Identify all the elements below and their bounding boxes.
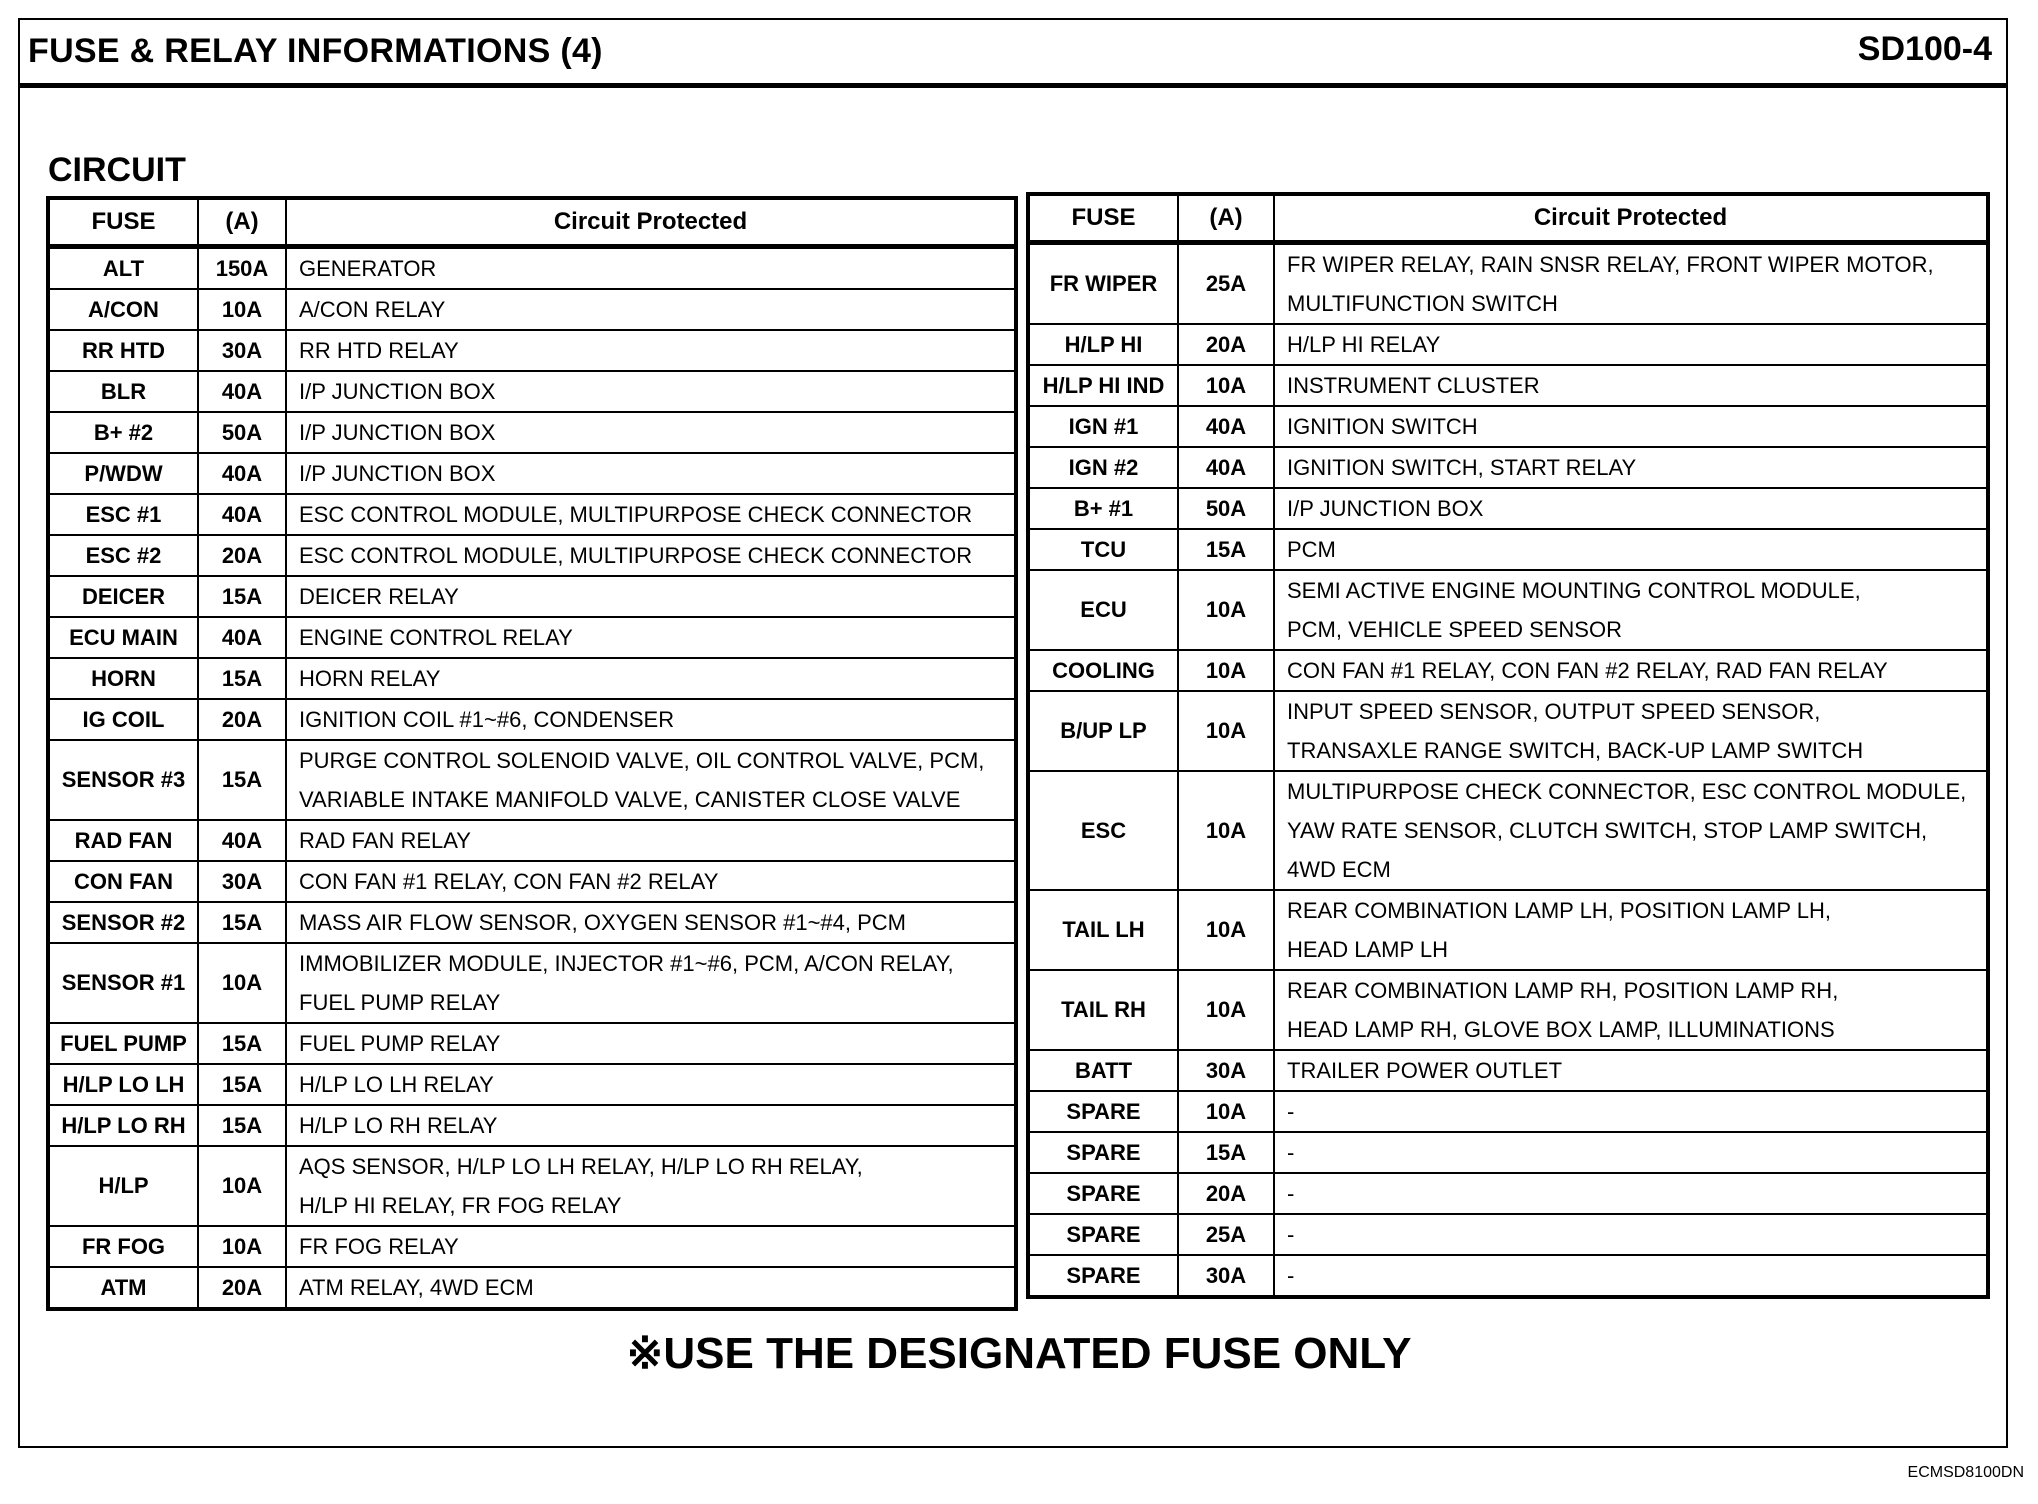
fuse-name: FR WIPER xyxy=(1028,243,1178,325)
table-row xyxy=(1028,1173,1988,1214)
table-row xyxy=(48,576,1016,617)
fuse-name: SENSOR #2 xyxy=(48,902,198,943)
fuse-name: H/LP LO LH xyxy=(48,1064,198,1105)
circuit-line: PCM, VEHICLE SPEED SENSOR xyxy=(1287,617,1622,642)
fuse-name: SENSOR #3 xyxy=(48,740,198,820)
circuit-line: 4WD ECM xyxy=(1287,857,1391,882)
table-row xyxy=(1028,970,1988,1050)
fuse-rating: 30A xyxy=(1178,1050,1274,1091)
circuit-line: MULTIFUNCTION SWITCH xyxy=(1287,291,1558,316)
fuse-rating: 10A xyxy=(1178,691,1274,771)
fuse-name: ESC #2 xyxy=(48,535,198,576)
table-row xyxy=(48,1064,1016,1105)
fuse-name: BLR xyxy=(48,371,198,412)
fuse-name: SPARE xyxy=(1028,1132,1178,1173)
fuse-rating: 25A xyxy=(1178,1214,1274,1255)
page-code: SD100-4 xyxy=(1857,30,1992,68)
fuse-name: CON FAN xyxy=(48,861,198,902)
fuse-rating: 20A xyxy=(198,699,286,740)
table-row xyxy=(48,699,1016,740)
circuit-protected xyxy=(1274,890,1988,970)
circuit-line: MASS AIR FLOW SENSOR, OXYGEN SENSOR #1~#4, PCM xyxy=(299,910,906,935)
fuse-name: TAIL LH xyxy=(1028,890,1178,970)
circuit-line: - xyxy=(1287,1263,1295,1288)
circuit-line: I/P JUNCTION BOX xyxy=(299,420,496,445)
circuit-protected xyxy=(286,820,1016,861)
fuse-name: H/LP HI IND xyxy=(1028,365,1178,406)
section-title: CIRCUIT xyxy=(48,151,186,189)
fuse-name: TAIL RH xyxy=(1028,970,1178,1050)
table-row xyxy=(48,861,1016,902)
table-row xyxy=(1028,771,1988,890)
circuit-line: REAR COMBINATION LAMP RH, POSITION LAMP RH, xyxy=(1287,978,1839,1003)
table-row xyxy=(1028,365,1988,406)
fuse-rating: 15A xyxy=(1178,1132,1274,1173)
fuse-name: BATT xyxy=(1028,1050,1178,1091)
fuse-name: ESC #1 xyxy=(48,494,198,535)
table-row xyxy=(48,1105,1016,1146)
circuit-protected xyxy=(286,1226,1016,1267)
circuit-line: TRANSAXLE RANGE SWITCH, BACK-UP LAMP SWITCH xyxy=(1287,738,1864,763)
fuse-name: IGN #1 xyxy=(1028,406,1178,447)
circuit-line: TRAILER POWER OUTLET xyxy=(1287,1058,1563,1083)
fuse-name: H/LP LO RH xyxy=(48,1105,198,1146)
table-row xyxy=(48,943,1016,1023)
table-row xyxy=(1028,488,1988,529)
table-row xyxy=(48,453,1016,494)
circuit-line: ATM RELAY, 4WD ECM xyxy=(299,1275,534,1300)
table-row xyxy=(1028,447,1988,488)
circuit-protected xyxy=(1274,970,1988,1050)
fuse-rating: 40A xyxy=(198,371,286,412)
fuse-name: TCU xyxy=(1028,529,1178,570)
circuit-protected xyxy=(1274,1214,1988,1255)
circuit-line: FR WIPER RELAY, RAIN SNSR RELAY, FRONT WIPER MOTOR, xyxy=(1287,252,1934,277)
circuit-line: A/CON RELAY xyxy=(299,297,446,322)
table-row xyxy=(1028,1050,1988,1091)
circuit-line: H/LP LO LH RELAY xyxy=(299,1072,494,1097)
fuse-name: DEICER xyxy=(48,576,198,617)
fuse-name: SPARE xyxy=(1028,1214,1178,1255)
fuse-name: H/LP HI xyxy=(1028,324,1178,365)
fuse-rating: 10A xyxy=(1178,890,1274,970)
circuit-protected xyxy=(286,576,1016,617)
fuse-rating: 20A xyxy=(198,1267,286,1309)
table-row xyxy=(48,1267,1016,1309)
circuit-line: H/LP HI RELAY, FR FOG RELAY xyxy=(299,1193,622,1218)
circuit-line: IGNITION SWITCH, START RELAY xyxy=(1287,455,1637,480)
circuit-protected xyxy=(286,1267,1016,1309)
fuse-rating: 20A xyxy=(1178,1173,1274,1214)
fuse-table-right xyxy=(1026,192,1990,1299)
circuit-line: MULTIPURPOSE CHECK CONNECTOR, ESC CONTROL MODULE, xyxy=(1287,779,1967,804)
circuit-protected xyxy=(286,535,1016,576)
fuse-rating: 15A xyxy=(198,902,286,943)
fuse-rating: 10A xyxy=(198,1146,286,1226)
table-row xyxy=(48,1226,1016,1267)
fuse-rating: 10A xyxy=(198,1226,286,1267)
circuit-line: YAW RATE SENSOR, CLUTCH SWITCH, STOP LAMP SWITCH, xyxy=(1287,818,1928,843)
table-row xyxy=(48,820,1016,861)
circuit-line: H/LP LO RH RELAY xyxy=(299,1113,498,1138)
fuse-rating: 15A xyxy=(198,1064,286,1105)
fuse-rating: 50A xyxy=(198,412,286,453)
circuit-protected xyxy=(286,1105,1016,1146)
fuse-rating: 15A xyxy=(198,658,286,699)
fuse-name: RAD FAN xyxy=(48,820,198,861)
fuse-rating: 15A xyxy=(198,1105,286,1146)
table-row xyxy=(1028,243,1988,325)
circuit-protected xyxy=(286,617,1016,658)
fuse-name: HORN xyxy=(48,658,198,699)
circuit-protected xyxy=(1274,570,1988,650)
fuse-name: FR FOG xyxy=(48,1226,198,1267)
table-row xyxy=(48,535,1016,576)
circuit-line: FUEL PUMP RELAY xyxy=(299,1031,501,1056)
table-row xyxy=(48,902,1016,943)
page-title: FUSE & RELAY INFORMATIONS (4) xyxy=(28,32,603,70)
table-row xyxy=(1028,890,1988,970)
table-row xyxy=(48,1146,1016,1226)
table-row xyxy=(48,658,1016,699)
table-body-left xyxy=(48,247,1016,1310)
circuit-protected xyxy=(286,861,1016,902)
fuse-rating: 10A xyxy=(198,943,286,1023)
fuse-rating: 10A xyxy=(1178,365,1274,406)
circuit-line: CON FAN #1 RELAY, CON FAN #2 RELAY xyxy=(299,869,719,894)
table-row xyxy=(48,371,1016,412)
circuit-line: REAR COMBINATION LAMP LH, POSITION LAMP LH, xyxy=(1287,898,1832,923)
circuit-protected xyxy=(286,289,1016,330)
fuse-rating: 40A xyxy=(1178,447,1274,488)
fuse-name: IG COIL xyxy=(48,699,198,740)
circuit-protected xyxy=(1274,1132,1988,1173)
circuit-line: CON FAN #1 RELAY, CON FAN #2 RELAY, RAD FAN RELAY xyxy=(1287,658,1888,683)
circuit-line: I/P JUNCTION BOX xyxy=(299,379,496,404)
circuit-line: HEAD LAMP LH xyxy=(1287,937,1448,962)
circuit-protected xyxy=(286,371,1016,412)
circuit-line: - xyxy=(1287,1222,1295,1247)
table-row xyxy=(1028,1255,1988,1297)
fuse-name: SPARE xyxy=(1028,1255,1178,1297)
circuit-protected xyxy=(1274,1050,1988,1091)
circuit-protected xyxy=(286,1146,1016,1226)
circuit-line: - xyxy=(1287,1099,1295,1124)
table-header-row xyxy=(1028,194,1988,243)
circuit-protected xyxy=(1274,1091,1988,1132)
circuit-protected xyxy=(286,658,1016,699)
column-header-circuit: Circuit Protected xyxy=(286,198,1016,247)
circuit-line: PURGE CONTROL SOLENOID VALVE, OIL CONTROL VALVE, PCM, xyxy=(299,748,985,773)
circuit-line: FR FOG RELAY xyxy=(299,1234,459,1259)
fuse-name: P/WDW xyxy=(48,453,198,494)
circuit-line: RAD FAN RELAY xyxy=(299,828,471,853)
column-header-circuit: Circuit Protected xyxy=(1274,194,1988,243)
fuse-name: A/CON xyxy=(48,289,198,330)
fuse-name: COOLING xyxy=(1028,650,1178,691)
circuit-line: H/LP HI RELAY xyxy=(1287,332,1441,357)
table-row xyxy=(1028,1132,1988,1173)
circuit-line: SEMI ACTIVE ENGINE MOUNTING CONTROL MODULE, xyxy=(1287,578,1861,603)
column-header-amp: (A) xyxy=(1178,194,1274,243)
circuit-protected xyxy=(1274,1255,1988,1297)
fuse-table-left xyxy=(46,196,1018,1311)
fuse-name: ECU MAIN xyxy=(48,617,198,658)
fuse-rating: 10A xyxy=(1178,771,1274,890)
circuit-protected xyxy=(286,453,1016,494)
fuse-name: B+ #2 xyxy=(48,412,198,453)
circuit-line: I/P JUNCTION BOX xyxy=(1287,496,1484,521)
circuit-line: IGNITION COIL #1~#6, CONDENSER xyxy=(299,707,675,732)
column-header-amp: (A) xyxy=(198,198,286,247)
circuit-line: ESC CONTROL MODULE, MULTIPURPOSE CHECK CONNECTOR xyxy=(299,502,973,527)
circuit-protected xyxy=(286,902,1016,943)
fuse-name: SPARE xyxy=(1028,1091,1178,1132)
fuse-rating: 30A xyxy=(198,861,286,902)
circuit-protected xyxy=(286,247,1016,290)
circuit-line: AQS SENSOR, H/LP LO LH RELAY, H/LP LO RH RELAY, xyxy=(299,1154,863,1179)
circuit-line: FUEL PUMP RELAY xyxy=(299,990,501,1015)
table-row xyxy=(48,740,1016,820)
circuit-line: HORN RELAY xyxy=(299,666,441,691)
circuit-line: INPUT SPEED SENSOR, OUTPUT SPEED SENSOR, xyxy=(1287,699,1821,724)
circuit-protected xyxy=(286,494,1016,535)
fuse-rating: 150A xyxy=(198,247,286,290)
table-row xyxy=(48,289,1016,330)
circuit-protected xyxy=(1274,1173,1988,1214)
circuit-protected xyxy=(1274,691,1988,771)
circuit-protected xyxy=(1274,324,1988,365)
table-row xyxy=(48,330,1016,371)
fuse-name: B+ #1 xyxy=(1028,488,1178,529)
designated-fuse-notice: ※USE THE DESIGNATED FUSE ONLY xyxy=(626,1329,1412,1378)
document-code: ECMSD8100DN xyxy=(1907,1464,2024,1481)
fuse-name: RR HTD xyxy=(48,330,198,371)
circuit-protected xyxy=(1274,365,1988,406)
fuse-name: SPARE xyxy=(1028,1173,1178,1214)
fuse-name: ATM xyxy=(48,1267,198,1309)
circuit-line: HEAD LAMP RH, GLOVE BOX LAMP, ILLUMINATIONS xyxy=(1287,1017,1835,1042)
table-row xyxy=(1028,406,1988,447)
fuse-rating: 20A xyxy=(1178,324,1274,365)
circuit-protected xyxy=(286,412,1016,453)
fuse-name: H/LP xyxy=(48,1146,198,1226)
circuit-line: - xyxy=(1287,1140,1295,1165)
table-row xyxy=(48,494,1016,535)
fuse-name: ALT xyxy=(48,247,198,290)
table-row xyxy=(1028,529,1988,570)
fuse-rating: 40A xyxy=(198,617,286,658)
table-row xyxy=(1028,324,1988,365)
circuit-line: IMMOBILIZER MODULE, INJECTOR #1~#6, PCM, A/CON RELAY, xyxy=(299,951,954,976)
circuit-protected xyxy=(1274,447,1988,488)
circuit-protected xyxy=(1274,243,1988,325)
fuse-rating: 40A xyxy=(198,820,286,861)
fuse-rating: 10A xyxy=(1178,570,1274,650)
table-row xyxy=(1028,570,1988,650)
fuse-rating: 50A xyxy=(1178,488,1274,529)
circuit-line: INSTRUMENT CLUSTER xyxy=(1287,373,1540,398)
fuse-rating: 15A xyxy=(198,1023,286,1064)
circuit-line: - xyxy=(1287,1181,1295,1206)
circuit-line: I/P JUNCTION BOX xyxy=(299,461,496,486)
fuse-rating: 25A xyxy=(1178,243,1274,325)
table-row xyxy=(48,617,1016,658)
circuit-protected xyxy=(286,1064,1016,1105)
table-row xyxy=(1028,650,1988,691)
circuit-protected xyxy=(1274,529,1988,570)
circuit-protected xyxy=(286,699,1016,740)
fuse-rating: 10A xyxy=(1178,970,1274,1050)
circuit-line: PCM xyxy=(1287,537,1336,562)
fuse-rating: 40A xyxy=(1178,406,1274,447)
fuse-rating: 15A xyxy=(198,740,286,820)
fuse-rating: 20A xyxy=(198,535,286,576)
table-row xyxy=(48,1023,1016,1064)
fuse-name: ECU xyxy=(1028,570,1178,650)
fuse-name: FUEL PUMP xyxy=(48,1023,198,1064)
circuit-line: DEICER RELAY xyxy=(299,584,459,609)
fuse-rating: 40A xyxy=(198,453,286,494)
circuit-line: ENGINE CONTROL RELAY xyxy=(299,625,573,650)
fuse-name: ESC xyxy=(1028,771,1178,890)
circuit-line: RR HTD RELAY xyxy=(299,338,459,363)
circuit-protected xyxy=(286,1023,1016,1064)
circuit-line: VARIABLE INTAKE MANIFOLD VALVE, CANISTER CLOSE VALVE xyxy=(299,787,961,812)
fuse-rating: 10A xyxy=(1178,650,1274,691)
table-body-right xyxy=(1028,243,1988,1298)
fuse-rating: 10A xyxy=(1178,1091,1274,1132)
circuit-protected xyxy=(1274,406,1988,447)
circuit-protected xyxy=(286,740,1016,820)
fuse-rating: 10A xyxy=(198,289,286,330)
fuse-rating: 15A xyxy=(1178,529,1274,570)
circuit-protected xyxy=(1274,488,1988,529)
table-row xyxy=(1028,1091,1988,1132)
column-header-fuse: FUSE xyxy=(1028,194,1178,243)
fuse-name: B/UP LP xyxy=(1028,691,1178,771)
table-row xyxy=(48,247,1016,290)
circuit-line: IGNITION SWITCH xyxy=(1287,414,1478,439)
fuse-rating: 40A xyxy=(198,494,286,535)
column-header-fuse: FUSE xyxy=(48,198,198,247)
table-row xyxy=(48,412,1016,453)
fuse-rating: 15A xyxy=(198,576,286,617)
fuse-name: IGN #2 xyxy=(1028,447,1178,488)
circuit-protected xyxy=(286,943,1016,1023)
fuse-name: SENSOR #1 xyxy=(48,943,198,1023)
circuit-protected xyxy=(286,330,1016,371)
circuit-protected xyxy=(1274,650,1988,691)
table-row xyxy=(1028,691,1988,771)
circuit-line: GENERATOR xyxy=(299,256,437,281)
circuit-protected xyxy=(1274,771,1988,890)
fuse-rating: 30A xyxy=(1178,1255,1274,1297)
circuit-line: ESC CONTROL MODULE, MULTIPURPOSE CHECK CONNECTOR xyxy=(299,543,973,568)
table-header-row xyxy=(48,198,1016,247)
fuse-rating: 30A xyxy=(198,330,286,371)
table-row xyxy=(1028,1214,1988,1255)
